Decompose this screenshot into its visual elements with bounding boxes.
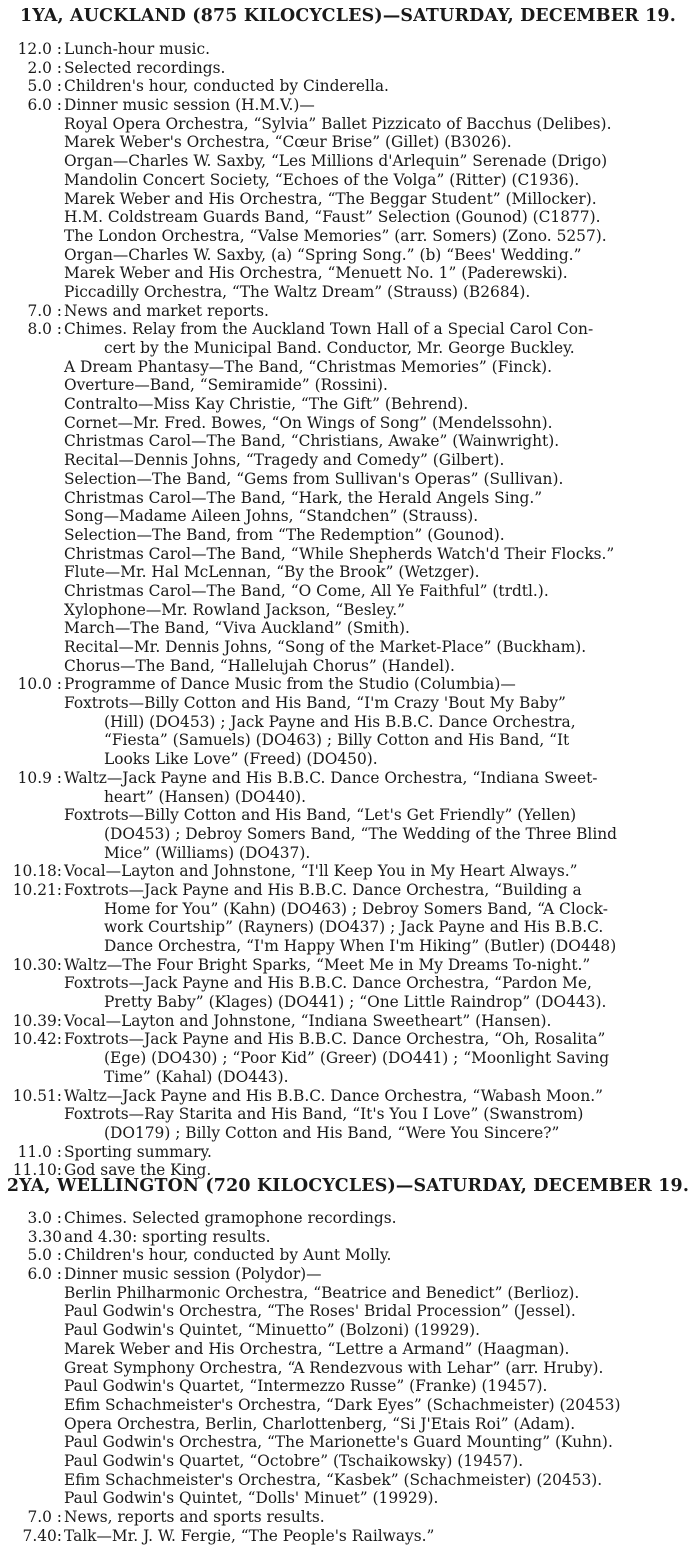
programme-line: [0, 1087, 700, 1106]
schedule-2ya: [0, 1209, 700, 1545]
programme-line: [0, 246, 700, 265]
programme-text: Sporting summary.: [64, 1142, 212, 1161]
programme-time: 11.0 :: [17, 1142, 62, 1161]
programme-text: (Hill) (DO453) ; Jack Payne and His B.B.C. Dance Orchestra,: [104, 712, 576, 731]
programme-line: [0, 171, 700, 190]
programme-text: Christmas Carol—The Band, “O Come, All Ye Faithful” (trdtl.).: [64, 581, 549, 600]
programme-line: [0, 601, 700, 620]
programme-line: [0, 1321, 700, 1340]
programme-text: Organ—Charles W. Saxby, (a) “Spring Song.” (b) “Bees' Wedding.”: [64, 245, 582, 264]
programme-line: [0, 395, 700, 414]
programme-line: [0, 133, 700, 152]
programme-text: work Courtship” (Rayners) (DO437) ; Jack Payne and His B.B.C.: [104, 918, 604, 937]
schedule-1ya: [0, 40, 700, 1180]
programme-line: [0, 451, 700, 470]
programme-text: Waltz—Jack Payne and His B.B.C. Dance Orchestra, “Wabash Moon.”: [64, 1086, 603, 1105]
programme-text: Berlin Philharmonic Orchestra, “Beatrice and Benedict” (Berlioz).: [64, 1283, 580, 1302]
programme-text: Mandolin Concert Society, “Echoes of the Volga” (Ritter) (C1936).: [64, 170, 580, 189]
programme-text: Dance Orchestra, “I'm Happy When I'm Hiking” (Butler) (DO448): [104, 937, 617, 955]
programme-time: 2.0 :: [27, 58, 62, 77]
programme-line: [0, 1209, 700, 1228]
programme-line: [0, 414, 700, 433]
programme-time: 6.0 :: [27, 96, 62, 115]
programme-time: 10.42:: [12, 1030, 62, 1049]
programme-line: [0, 339, 700, 358]
programme-text: Marek Weber's Orchestra, “Cœur Brise” (Gillet) (B3026).: [64, 133, 512, 152]
programme-line: [0, 358, 700, 377]
programme-text: heart” (Hansen) (DO440).: [104, 787, 307, 806]
programme-text: Selection—The Band, from “The Redemption” (Gounod).: [64, 525, 505, 544]
programme-text: Christmas Carol—The Band, “Christians, Awake” (Wainwright).: [64, 432, 560, 451]
programme-line: [0, 96, 700, 115]
programme-text: Foxtrots—Billy Cotton and His Band, “I'm Crazy 'Bout My Baby”: [64, 694, 566, 713]
programme-text: Royal Opera Orchestra, “Sylvia” Ballet Pizzicato of Bacchus (Delibes).: [64, 114, 612, 133]
programme-line: [0, 208, 700, 227]
programme-line: [0, 844, 700, 863]
programme-line: [0, 59, 700, 78]
programme-text: Christmas Carol—The Band, “Hark, the Herald Angels Sing.”: [64, 488, 543, 507]
programme-line: [0, 582, 700, 601]
programme-text: Recital—Mr. Dennis Johns, “Song of the Market-Place” (Buckham).: [64, 638, 587, 656]
programme-text: Foxtrots—Billy Cotton and His Band, “Let's Get Friendly” (Yellen): [64, 806, 577, 825]
programme-line: [0, 993, 700, 1012]
programme-text: Piccadilly Orchestra, “The Waltz Dream” (Strauss) (B2684).: [64, 282, 531, 301]
programme-time: 7.0 :: [27, 1508, 62, 1526]
programme-line: [0, 918, 700, 937]
programme-text: Dinner music session (H.M.V.)—: [64, 96, 315, 115]
programme-text: Efim Schachmeister's Orchestra, “Kasbek” (Schachmeister) (20453).: [64, 1470, 603, 1489]
programme-text: “Fiesta” (Samuels) (DO463) ; Billy Cotton and His Band, “It: [104, 731, 570, 750]
programme-line: [0, 694, 700, 713]
programme-line: [0, 264, 700, 283]
programme-text: Cornet—Mr. Fred. Bowes, “On Wings of Song” (Mendelssohn).: [64, 413, 553, 432]
programme-line: [0, 1359, 700, 1378]
programme-text: Foxtrots—Jack Payne and His B.B.C. Dance Orchestra, “Building a: [64, 880, 582, 899]
programme-text: Song—Madame Aileen Johns, “Standchen” (Strauss).: [64, 507, 479, 526]
programme-line: [0, 937, 700, 956]
programme-text: (Ege) (DO430) ; “Poor Kid” (Greer) (DO441) ; “Moonlight Saving: [104, 1049, 610, 1068]
programme-text: Selected recordings.: [64, 58, 226, 77]
programme-line: [0, 881, 700, 900]
programme-time: 3.0 :: [27, 1209, 62, 1227]
programme-text: and 4.30: sporting results.: [64, 1227, 271, 1246]
station-heading-2ya: 2YA, WELLINGTON (720 KILOCYCLES)—SATURDAY, DECEMBER 19.: [6, 1176, 690, 1196]
programme-line: [0, 563, 700, 582]
programme-text: Chorus—The Band, “Hallelujah Chorus” (Handel).: [64, 656, 455, 675]
programme-text: A Dream Phantasy—The Band, “Christmas Memories” (Finck).: [64, 357, 552, 376]
programme-text: Waltz—The Four Bright Sparks, “Meet Me in My Dreams To-night.”: [64, 955, 591, 974]
programme-line: [0, 825, 700, 844]
programme-text: Paul Godwin's Quintet, “Dolls' Minuet” (19929).: [64, 1489, 439, 1508]
programme-line: [0, 1124, 700, 1143]
programme-line: [0, 657, 700, 676]
programme-line: [0, 115, 700, 134]
programme-time: 10.51:: [12, 1086, 62, 1105]
programme-text: Paul Godwin's Orchestra, “The Marionette's Guard Mounting” (Kuhn).: [64, 1433, 613, 1452]
programme-line: [0, 806, 700, 825]
programme-text: Waltz—Jack Payne and His B.B.C. Dance Orchestra, “Indiana Sweet-: [64, 768, 598, 787]
programme-line: [0, 320, 700, 339]
programme-line: [0, 1508, 700, 1527]
programme-time: 10.21:: [12, 880, 62, 899]
programme-line: [0, 638, 700, 657]
programme-line: [0, 788, 700, 807]
programme-text: Organ—Charles W. Saxby, “Les Millions d'Arlequin” Serenade (Drigo): [64, 152, 608, 171]
programme-line: [0, 675, 700, 694]
programme-time: 10.30:: [12, 955, 62, 974]
programme-text: Contralto—Miss Kay Christie, “The Gift” (Behrend).: [64, 395, 469, 414]
programme-text: Foxtrots—Ray Starita and His Band, “It's You I Love” (Swanstrom): [64, 1105, 584, 1124]
programme-time: 10.18:: [12, 862, 62, 881]
programme-line: [0, 1433, 700, 1452]
programme-text: Great Symphony Orchestra, “A Rendezvous with Lehar” (arr. Hruby).: [64, 1358, 604, 1377]
programme-line: [0, 1265, 700, 1284]
programme-text: Vocal—Layton and Johnstone, “Indiana Sweetheart” (Hansen).: [64, 1011, 552, 1030]
programme-text: Overture—Band, “Semiramide” (Rossini).: [64, 376, 388, 395]
programme-text: Vocal—Layton and Johnstone, “I'll Keep You in My Heart Always.”: [64, 862, 578, 881]
programme-text: Flute—Mr. Hal McLennan, “By the Brook” (Wetzger).: [64, 563, 480, 582]
programme-line: [0, 283, 700, 302]
programme-line: [0, 956, 700, 975]
programme-text: Paul Godwin's Quartet, “Intermezzo Russe” (Franke) (19457).: [64, 1377, 548, 1396]
programme-text: (DO453) ; Debroy Somers Band, “The Wedding of the Three Blind: [104, 824, 618, 843]
programme-time: 11.10:: [12, 1161, 62, 1180]
programme-time: 7.0 :: [27, 301, 62, 320]
programme-text: Programme of Dance Music from the Studio (Columbia)—: [64, 675, 516, 694]
programme-text: Paul Godwin's Quintet, “Minuetto” (Bolzoni) (19929).: [64, 1321, 480, 1340]
programme-line: [0, 376, 700, 395]
programme-text: Children's hour, conducted by Aunt Molly.: [64, 1246, 392, 1265]
programme-line: [0, 713, 700, 732]
programme-text: The London Orchestra, “Valse Memories” (arr. Somers) (Zono. 5257).: [64, 226, 607, 245]
programme-time: 8.0 :: [27, 320, 62, 339]
programme-time: 5.0 :: [27, 77, 62, 96]
programme-time: 12.0 :: [17, 40, 62, 58]
programme-line: [0, 1284, 700, 1303]
programme-text: Dinner music session (Polydor)—: [64, 1265, 322, 1284]
programme-line: [0, 974, 700, 993]
programme-line: [0, 1489, 700, 1508]
programme-line: [0, 1396, 700, 1415]
programme-line: [0, 750, 700, 769]
programme-text: Opera Orchestra, Berlin, Charlottenberg, “Si J'Etais Roi” (Adam).: [64, 1414, 576, 1433]
programme-text: Selection—The Band, “Gems from Sullivan's Operas” (Sullivan).: [64, 469, 564, 488]
programme-line: [0, 77, 700, 96]
programme-text: Paul Godwin's Quartet, “Octobre” (Tschaikowsky) (19457).: [64, 1451, 524, 1470]
programme-line: [0, 1527, 700, 1545]
programme-line: [0, 1415, 700, 1434]
programme-text: H.M. Coldstream Guards Band, “Faust” Selection (Gounod) (C1877).: [64, 208, 601, 227]
programme-line: [0, 900, 700, 919]
programme-text: Chimes. Relay from the Auckland Town Hall of a Special Carol Con-: [64, 320, 594, 339]
programme-line: [0, 470, 700, 489]
programme-text: Efim Schachmeister's Orchestra, “Dark Eyes” (Schachmeister) (20453): [64, 1395, 621, 1414]
programme-line: [0, 1068, 700, 1087]
programme-time: 3.30: [27, 1227, 62, 1246]
programme-text: Chimes. Selected gramophone recordings.: [64, 1209, 397, 1227]
programme-line: [0, 507, 700, 526]
programme-line: [0, 1246, 700, 1265]
programme-text: Marek Weber and His Orchestra, “The Beggar Student” (Millocker).: [64, 189, 597, 208]
programme-line: [0, 1471, 700, 1490]
programme-line: [0, 1105, 700, 1124]
programme-time: 7.40:: [22, 1526, 62, 1545]
programme-text: Christmas Carol—The Band, “While Shepherds Watch'd Their Flocks.”: [64, 544, 615, 563]
programme-text: March—The Band, “Viva Auckland” (Smith).: [64, 619, 410, 638]
programme-text: Xylophone—Mr. Rowland Jackson, “Besley.”: [64, 600, 406, 619]
programme-line: [0, 1012, 700, 1031]
programme-line: [0, 1228, 700, 1247]
programme-text: (DO179) ; Billy Cotton and His Band, “Were You Sincere?”: [104, 1123, 560, 1142]
programme-text: Foxtrots—Jack Payne and His B.B.C. Dance Orchestra, “Oh, Rosalita”: [64, 1030, 606, 1049]
programme-line: [0, 1302, 700, 1321]
programme-text: Pretty Baby” (Klages) (DO441) ; “One Little Raindrop” (DO443).: [104, 993, 607, 1012]
programme-line: [0, 227, 700, 246]
programme-line: [0, 302, 700, 321]
programme-text: Looks Like Love” (Freed) (DO450).: [104, 750, 378, 769]
programme-time: 10.9 :: [17, 768, 62, 787]
programme-line: [0, 619, 700, 638]
programme-time: 6.0 :: [27, 1265, 62, 1284]
programme-line: [0, 190, 700, 209]
programme-line: [0, 1143, 700, 1162]
station-heading-1ya: 1YA, AUCKLAND (875 KILOCYCLES)—SATURDAY, DECEMBER 19.: [20, 6, 676, 26]
programme-line: [0, 40, 700, 59]
programme-line: [0, 1030, 700, 1049]
programme-line: [0, 545, 700, 564]
programme-time: 5.0 :: [27, 1246, 62, 1265]
programme-line: [0, 432, 700, 451]
programme-text: Mice” (Williams) (DO437).: [104, 843, 311, 862]
programme-line: [0, 1377, 700, 1396]
programme-line: [0, 769, 700, 788]
programme-line: [0, 489, 700, 508]
programme-line: [0, 1452, 700, 1471]
programme-line: [0, 526, 700, 545]
programme-line: [0, 731, 700, 750]
programme-text: Foxtrots—Jack Payne and His B.B.C. Dance Orchestra, “Pardon Me,: [64, 974, 592, 993]
programme-text: Lunch-hour music.: [64, 40, 210, 58]
programme-text: Marek Weber and His Orchestra, “Menuett No. 1” (Paderewski).: [64, 264, 568, 283]
programme-text: Recital—Dennis Johns, “Tragedy and Comedy” (Gilbert).: [64, 451, 505, 470]
programme-text: Children's hour, conducted by Cinderella.: [64, 77, 389, 96]
programme-text: Home for You” (Kahn) (DO463) ; Debroy Somers Band, “A Clock-: [104, 899, 608, 918]
programme-text: cert by the Municipal Band. Conductor, Mr. George Buckley.: [104, 339, 575, 357]
programme-line: [0, 1049, 700, 1068]
programme-line: [0, 862, 700, 881]
programme-line: [0, 152, 700, 171]
programme-text: Time” (Kahal) (DO443).: [104, 1067, 289, 1086]
programme-text: News and market reports.: [64, 301, 269, 320]
programme-text: News, reports and sports results.: [64, 1508, 325, 1526]
programme-line: [0, 1340, 700, 1359]
programme-time: 10.39:: [12, 1011, 62, 1030]
programme-text: God save the King.: [64, 1161, 212, 1180]
programme-time: 10.0 :: [17, 675, 62, 694]
programme-text: Paul Godwin's Orchestra, “The Roses' Bridal Procession” (Jessel).: [64, 1302, 576, 1321]
programme-text: Talk—Mr. J. W. Fergie, “The People's Railways.”: [64, 1526, 435, 1545]
programme-text: Marek Weber and His Orchestra, “Lettre a Armand” (Haagman).: [64, 1339, 570, 1358]
